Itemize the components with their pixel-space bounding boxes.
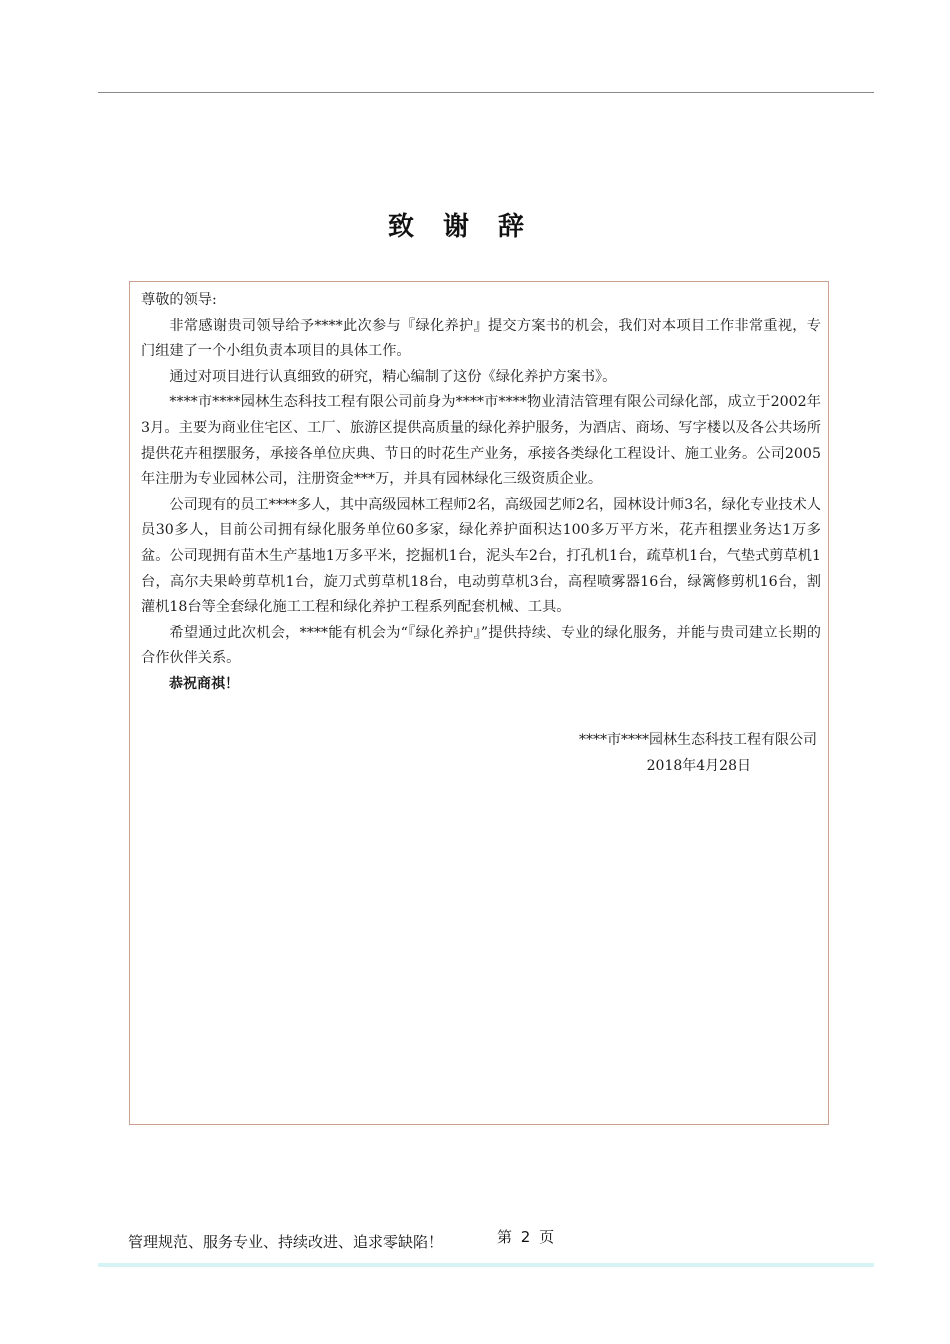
- sign-date: 2018年4月28日: [646, 758, 751, 774]
- page-title: 致 谢 辞: [387, 212, 535, 242]
- footer-slogan: 管理规范、服务专业、持续改进、追求零缺陷！: [128, 1233, 444, 1251]
- page-number: 第 2 页: [497, 1228, 557, 1246]
- paragraph-5: 希望通过此次机会，****能有机会为“『绿化养护』”提供持续、专业的绿化服务，并能与贵司建立长期的合作伙伴关系。: [141, 624, 821, 667]
- header-rule: [98, 92, 874, 93]
- salutation: 尊敬的领导:: [141, 292, 217, 308]
- paragraph-3: ****市****园林生态科技工程有限公司前身为****市****物业清洁管理有限公司绿化部，成立于2002年3月。主要为商业住宅区、工厂、旅游区提供高质量的绿化养护服务，为酒店、商场、写字楼以及各公共场所提供花卉租摆服务，承接各单位庆典、节日的时花生产业务，承接各类绿化工程设计、施工业务。公司2005年注册为专业园林公司，注册资金***万，并具有园林绿化三级资质企业。: [141, 394, 821, 488]
- closing-greeting: 恭祝商祺！: [169, 675, 239, 692]
- paragraph-4: 公司现有的员工****多人，其中高级园林工程师2名，高级园艺师2名，园林设计师3名，绿化专业技术人员30多人，目前公司拥有绿化服务单位60多家，绿化养护面积达100多万平方米，花卉租摆业务达1万多盆。公司现拥有苗木生产基地1万多平米，挖掘机1台，泥头车2台，打孔机1台，疏草机1台，气垫式剪草机1台，高尔夫果岭剪草机1台，旋刀式剪草机18台，电动剪草机3台，高程喷雾器16台，绿篱修剪机16台，割灌机18台等全套绿化施工工程和绿化养护工程系列配套机械、工具。: [141, 496, 821, 616]
- paragraph-1: 非常感谢贵司领导给予****此次参与『绿化养护』提交方案书的机会，我们对本项目工作非常重视，专门组建了一个小组负责本项目的具体工作。: [141, 317, 821, 360]
- paragraph-2: 通过对项目进行认真细致的研究，精心编制了这份《绿化养护方案书》。: [169, 368, 617, 385]
- signer-company: ****市****园林生态科技工程有限公司: [579, 732, 817, 748]
- footer-rule: [98, 1263, 874, 1267]
- letter-body: [141, 288, 821, 698]
